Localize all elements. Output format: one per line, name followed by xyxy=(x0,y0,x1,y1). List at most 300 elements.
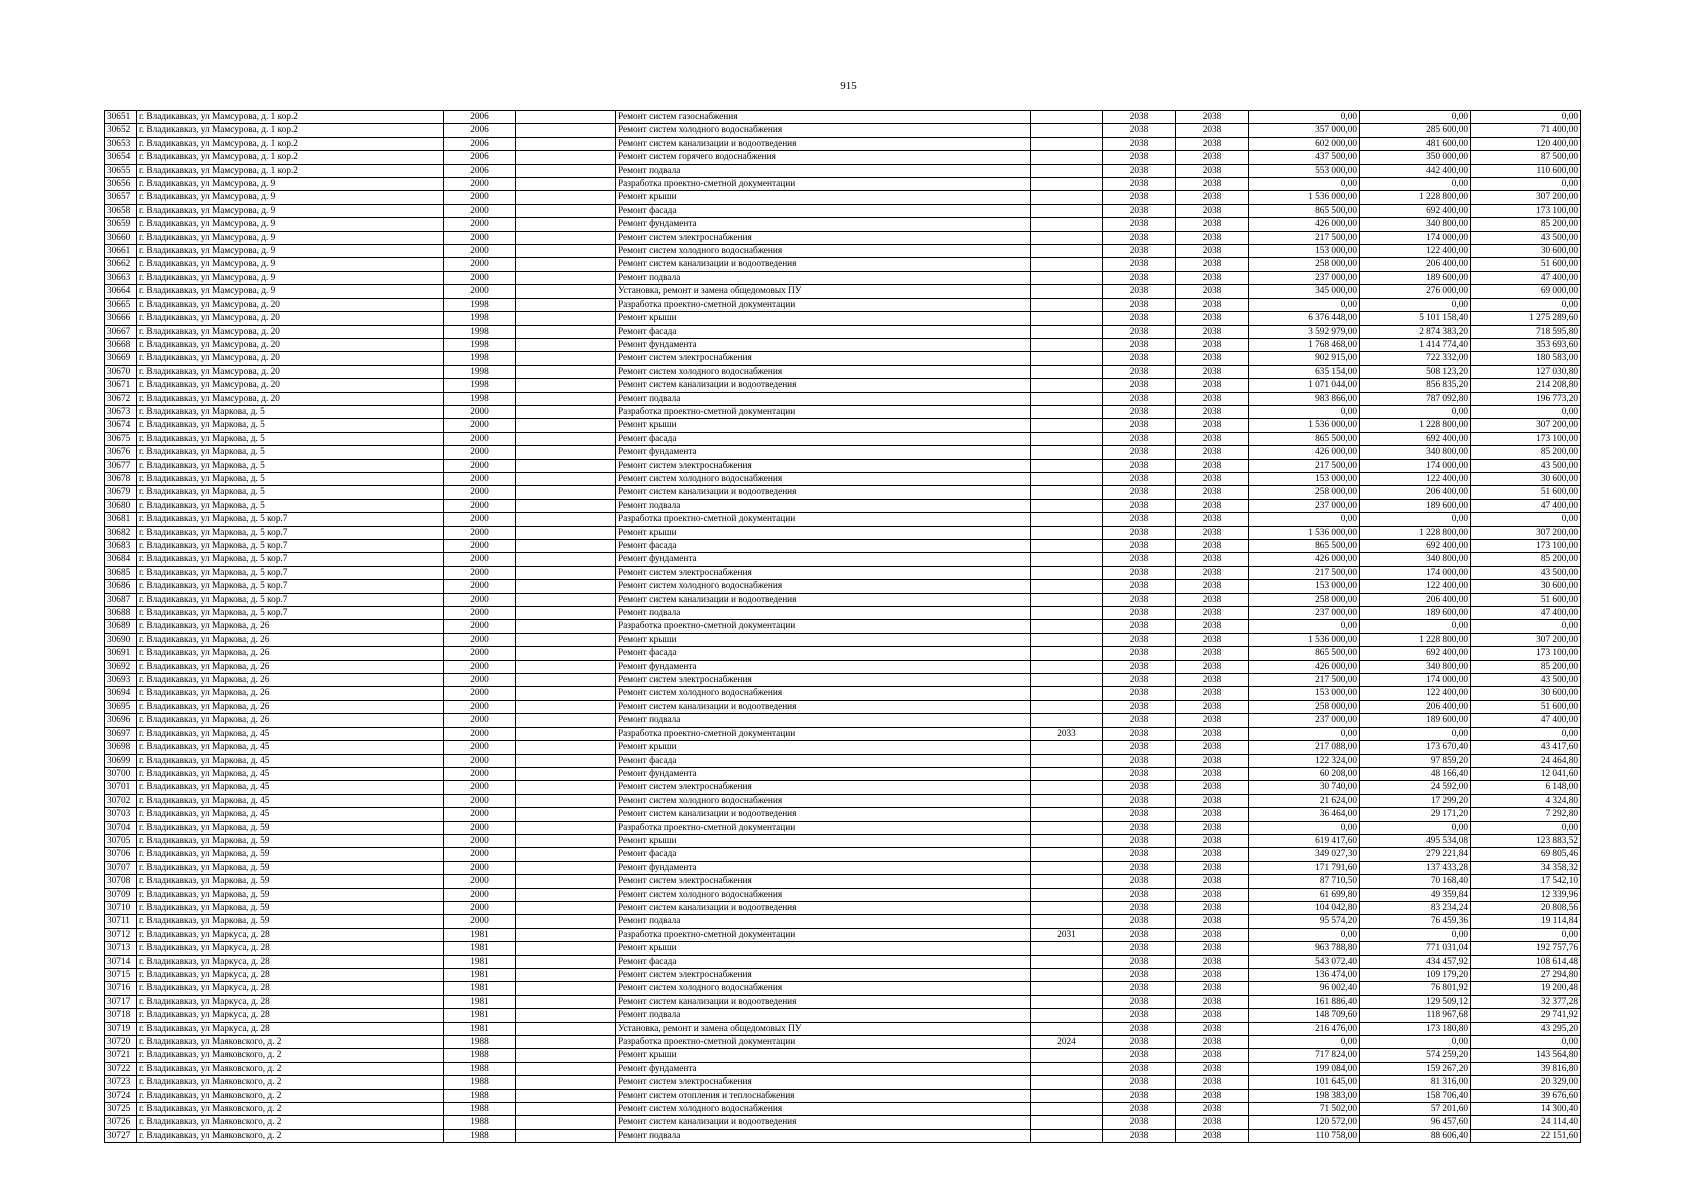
row-number-cell: 30700 xyxy=(105,767,137,780)
planned-year-cell xyxy=(1031,915,1103,928)
work-type-cell: Ремонт фундамента xyxy=(616,446,1031,459)
fund-share-cell: 722 332,00 xyxy=(1360,352,1471,365)
total-cost-cell: 553 000,00 xyxy=(1249,164,1360,177)
blank-cell xyxy=(516,151,616,164)
total-cost-cell: 87 710,50 xyxy=(1249,875,1360,888)
fund-share-cell: 174 000,00 xyxy=(1360,231,1471,244)
total-cost-cell: 635 154,00 xyxy=(1249,365,1360,378)
total-cost-cell: 865 500,00 xyxy=(1249,647,1360,660)
fund-share-cell: 76 801,92 xyxy=(1360,982,1471,995)
period-end-cell: 2038 xyxy=(1176,137,1249,150)
work-type-cell: Ремонт систем канализации и водоотведения xyxy=(616,700,1031,713)
row-number-cell: 30664 xyxy=(105,285,137,298)
row-number-cell: 30711 xyxy=(105,915,137,928)
build-year-cell: 2000 xyxy=(444,419,516,432)
total-cost-cell: 148 709,60 xyxy=(1249,1009,1360,1022)
total-cost-cell: 0,00 xyxy=(1249,1036,1360,1049)
planned-year-cell xyxy=(1031,995,1103,1008)
row-number-cell: 30656 xyxy=(105,178,137,191)
total-cost-cell: 1 536 000,00 xyxy=(1249,191,1360,204)
work-type-cell: Ремонт систем канализации и водоотведения xyxy=(616,808,1031,821)
work-type-cell: Ремонт подвала xyxy=(616,271,1031,284)
fund-share-cell: 29 171,20 xyxy=(1360,808,1471,821)
period-start-cell: 2038 xyxy=(1103,821,1176,834)
period-start-cell: 2038 xyxy=(1103,204,1176,217)
owner-share-cell: 0,00 xyxy=(1471,513,1581,526)
total-cost-cell: 619 417,60 xyxy=(1249,834,1360,847)
address-cell: г. Владикавказ, ул Мамсурова, д. 1 кор.2 xyxy=(137,124,444,137)
row-number-cell: 30689 xyxy=(105,620,137,633)
planned-year-cell xyxy=(1031,178,1103,191)
planned-year-cell xyxy=(1031,540,1103,553)
total-cost-cell: 136 474,00 xyxy=(1249,969,1360,982)
planned-year-cell xyxy=(1031,124,1103,137)
total-cost-cell: 161 886,40 xyxy=(1249,995,1360,1008)
owner-share-cell: 0,00 xyxy=(1471,298,1581,311)
work-type-cell: Ремонт систем канализации и водоотведения xyxy=(616,593,1031,606)
work-type-cell: Ремонт систем газоснабжения xyxy=(616,111,1031,124)
total-cost-cell: 3 592 979,00 xyxy=(1249,325,1360,338)
planned-year-cell xyxy=(1031,687,1103,700)
total-cost-cell: 543 072,40 xyxy=(1249,955,1360,968)
planned-year-cell xyxy=(1031,955,1103,968)
owner-share-cell: 307 200,00 xyxy=(1471,191,1581,204)
fund-share-cell: 276 000,00 xyxy=(1360,285,1471,298)
address-cell: г. Владикавказ, ул Маркова, д. 5 xyxy=(137,419,444,432)
blank-cell xyxy=(516,955,616,968)
period-start-cell: 2038 xyxy=(1103,1076,1176,1089)
table-row xyxy=(105,767,1581,780)
blank-cell xyxy=(516,1062,616,1075)
owner-share-cell: 307 200,00 xyxy=(1471,633,1581,646)
build-year-cell: 2000 xyxy=(444,204,516,217)
period-end-cell: 2038 xyxy=(1176,901,1249,914)
fund-share-cell: 122 400,00 xyxy=(1360,245,1471,258)
work-type-cell: Ремонт подвала xyxy=(616,392,1031,405)
period-end-cell: 2038 xyxy=(1176,526,1249,539)
planned-year-cell xyxy=(1031,767,1103,780)
owner-share-cell: 47 400,00 xyxy=(1471,714,1581,727)
row-number-cell: 30696 xyxy=(105,714,137,727)
total-cost-cell: 6 376 448,00 xyxy=(1249,312,1360,325)
fund-share-cell: 97 859,20 xyxy=(1360,754,1471,767)
table-row xyxy=(105,379,1581,392)
period-end-cell: 2038 xyxy=(1176,674,1249,687)
address-cell: г. Владикавказ, ул Мамсурова, д. 9 xyxy=(137,231,444,244)
period-start-cell: 2038 xyxy=(1103,969,1176,982)
blank-cell xyxy=(516,928,616,941)
period-end-cell: 2038 xyxy=(1176,834,1249,847)
work-type-cell: Ремонт систем канализации и водоотведения xyxy=(616,995,1031,1008)
period-end-cell: 2038 xyxy=(1176,593,1249,606)
total-cost-cell: 96 002,40 xyxy=(1249,982,1360,995)
blank-cell xyxy=(516,607,616,620)
planned-year-cell xyxy=(1031,245,1103,258)
blank-cell xyxy=(516,995,616,1008)
build-year-cell: 2000 xyxy=(444,245,516,258)
blank-cell xyxy=(516,580,616,593)
row-number-cell: 30721 xyxy=(105,1049,137,1062)
planned-year-cell: 2031 xyxy=(1031,928,1103,941)
blank-cell xyxy=(516,727,616,740)
period-start-cell: 2038 xyxy=(1103,352,1176,365)
period-end-cell: 2038 xyxy=(1176,1089,1249,1102)
period-start-cell: 2038 xyxy=(1103,888,1176,901)
period-end-cell: 2038 xyxy=(1176,821,1249,834)
total-cost-cell: 122 324,00 xyxy=(1249,754,1360,767)
period-end-cell: 2038 xyxy=(1176,861,1249,874)
period-end-cell: 2038 xyxy=(1176,754,1249,767)
build-year-cell: 1998 xyxy=(444,338,516,351)
period-end-cell: 2038 xyxy=(1176,164,1249,177)
total-cost-cell: 95 574,20 xyxy=(1249,915,1360,928)
period-start-cell: 2038 xyxy=(1103,178,1176,191)
address-cell: г. Владикавказ, ул Маркова, д. 5 xyxy=(137,499,444,512)
period-end-cell: 2038 xyxy=(1176,888,1249,901)
planned-year-cell xyxy=(1031,566,1103,579)
blank-cell xyxy=(516,781,616,794)
blank-cell xyxy=(516,714,616,727)
row-number-cell: 30666 xyxy=(105,312,137,325)
table-row xyxy=(105,1089,1581,1102)
owner-share-cell: 307 200,00 xyxy=(1471,419,1581,432)
owner-share-cell: 173 100,00 xyxy=(1471,647,1581,660)
row-number-cell: 30691 xyxy=(105,647,137,660)
address-cell: г. Владикавказ, ул Маяковского, д. 2 xyxy=(137,1116,444,1129)
planned-year-cell xyxy=(1031,285,1103,298)
build-year-cell: 2000 xyxy=(444,647,516,660)
table-row xyxy=(105,392,1581,405)
planned-year-cell xyxy=(1031,271,1103,284)
total-cost-cell: 237 000,00 xyxy=(1249,714,1360,727)
row-number-cell: 30673 xyxy=(105,405,137,418)
total-cost-cell: 199 084,00 xyxy=(1249,1062,1360,1075)
period-start-cell: 2038 xyxy=(1103,298,1176,311)
period-end-cell: 2038 xyxy=(1176,727,1249,740)
blank-cell xyxy=(516,1022,616,1035)
table-row xyxy=(105,499,1581,512)
fund-share-cell: 692 400,00 xyxy=(1360,647,1471,660)
planned-year-cell xyxy=(1031,1129,1103,1142)
fund-share-cell: 0,00 xyxy=(1360,111,1471,124)
table-row xyxy=(105,218,1581,231)
table-row xyxy=(105,472,1581,485)
address-cell: г. Владикавказ, ул Мамсурова, д. 20 xyxy=(137,352,444,365)
owner-share-cell: 39 676,60 xyxy=(1471,1089,1581,1102)
build-year-cell: 2000 xyxy=(444,191,516,204)
period-end-cell: 2038 xyxy=(1176,405,1249,418)
address-cell: г. Владикавказ, ул Маяковского, д. 2 xyxy=(137,1089,444,1102)
period-start-cell: 2038 xyxy=(1103,687,1176,700)
table-row xyxy=(105,888,1581,901)
table-row xyxy=(105,1129,1581,1142)
period-start-cell: 2038 xyxy=(1103,124,1176,137)
build-year-cell: 1988 xyxy=(444,1116,516,1129)
fund-share-cell: 189 600,00 xyxy=(1360,714,1471,727)
table-row xyxy=(105,111,1581,124)
work-type-cell: Ремонт систем канализации и водоотведения xyxy=(616,137,1031,150)
row-number-cell: 30690 xyxy=(105,633,137,646)
period-start-cell: 2038 xyxy=(1103,580,1176,593)
address-cell: г. Владикавказ, ул Маркуса, д. 28 xyxy=(137,995,444,1008)
period-end-cell: 2038 xyxy=(1176,767,1249,780)
owner-share-cell: 127 030,80 xyxy=(1471,365,1581,378)
address-cell: г. Владикавказ, ул Маркуса, д. 28 xyxy=(137,1022,444,1035)
work-type-cell: Разработка проектно-сметной документации xyxy=(616,405,1031,418)
row-number-cell: 30719 xyxy=(105,1022,137,1035)
table-row xyxy=(105,566,1581,579)
address-cell: г. Владикавказ, ул Мамсурова, д. 20 xyxy=(137,392,444,405)
total-cost-cell: 1 536 000,00 xyxy=(1249,526,1360,539)
work-type-cell: Ремонт систем электроснабжения xyxy=(616,781,1031,794)
owner-share-cell: 85 200,00 xyxy=(1471,553,1581,566)
period-start-cell: 2038 xyxy=(1103,1009,1176,1022)
owner-share-cell: 85 200,00 xyxy=(1471,660,1581,673)
address-cell: г. Владикавказ, ул Мамсурова, д. 20 xyxy=(137,312,444,325)
period-end-cell: 2038 xyxy=(1176,191,1249,204)
owner-share-cell: 196 773,20 xyxy=(1471,392,1581,405)
fund-share-cell: 2 874 383,20 xyxy=(1360,325,1471,338)
blank-cell xyxy=(516,834,616,847)
planned-year-cell xyxy=(1031,861,1103,874)
fund-share-cell: 0,00 xyxy=(1360,405,1471,418)
build-year-cell: 1988 xyxy=(444,1129,516,1142)
fund-share-cell: 279 221,84 xyxy=(1360,848,1471,861)
planned-year-cell xyxy=(1031,553,1103,566)
build-year-cell: 2000 xyxy=(444,472,516,485)
owner-share-cell: 51 600,00 xyxy=(1471,700,1581,713)
work-type-cell: Ремонт фасада xyxy=(616,754,1031,767)
period-end-cell: 2038 xyxy=(1176,486,1249,499)
owner-share-cell: 0,00 xyxy=(1471,821,1581,834)
planned-year-cell xyxy=(1031,419,1103,432)
period-start-cell: 2038 xyxy=(1103,1103,1176,1116)
row-number-cell: 30722 xyxy=(105,1062,137,1075)
work-type-cell: Ремонт систем отопления и теплоснабжения xyxy=(616,1089,1031,1102)
build-year-cell: 1998 xyxy=(444,365,516,378)
period-end-cell: 2038 xyxy=(1176,392,1249,405)
build-year-cell: 2000 xyxy=(444,674,516,687)
planned-year-cell xyxy=(1031,754,1103,767)
planned-year-cell xyxy=(1031,392,1103,405)
planned-year-cell xyxy=(1031,486,1103,499)
table-row xyxy=(105,580,1581,593)
table-row xyxy=(105,647,1581,660)
work-type-cell: Ремонт систем канализации и водоотведения xyxy=(616,901,1031,914)
planned-year-cell xyxy=(1031,472,1103,485)
build-year-cell: 2000 xyxy=(444,271,516,284)
address-cell: г. Владикавказ, ул Маркова, д. 26 xyxy=(137,633,444,646)
build-year-cell: 2000 xyxy=(444,499,516,512)
table-row xyxy=(105,513,1581,526)
period-end-cell: 2038 xyxy=(1176,969,1249,982)
owner-share-cell: 19 200,48 xyxy=(1471,982,1581,995)
owner-share-cell: 718 595,80 xyxy=(1471,325,1581,338)
table-body xyxy=(105,111,1581,1143)
period-end-cell: 2038 xyxy=(1176,1009,1249,1022)
work-type-cell: Ремонт подвала xyxy=(616,164,1031,177)
work-type-cell: Ремонт систем электроснабжения xyxy=(616,459,1031,472)
blank-cell xyxy=(516,700,616,713)
owner-share-cell: 0,00 xyxy=(1471,727,1581,740)
fund-share-cell: 122 400,00 xyxy=(1360,687,1471,700)
row-number-cell: 30718 xyxy=(105,1009,137,1022)
owner-share-cell: 0,00 xyxy=(1471,928,1581,941)
owner-share-cell: 30 600,00 xyxy=(1471,472,1581,485)
fund-share-cell: 173 670,40 xyxy=(1360,741,1471,754)
fund-share-cell: 17 299,20 xyxy=(1360,794,1471,807)
work-type-cell: Ремонт систем холодного водоснабжения xyxy=(616,245,1031,258)
period-start-cell: 2038 xyxy=(1103,767,1176,780)
address-cell: г. Владикавказ, ул Маркуса, д. 28 xyxy=(137,928,444,941)
owner-share-cell: 123 883,52 xyxy=(1471,834,1581,847)
address-cell: г. Владикавказ, ул Маркова, д. 45 xyxy=(137,741,444,754)
owner-share-cell: 85 200,00 xyxy=(1471,218,1581,231)
fund-share-cell: 122 400,00 xyxy=(1360,472,1471,485)
table-row xyxy=(105,1103,1581,1116)
period-end-cell: 2038 xyxy=(1176,1062,1249,1075)
row-number-cell: 30714 xyxy=(105,955,137,968)
fund-share-cell: 137 433,28 xyxy=(1360,861,1471,874)
planned-year-cell xyxy=(1031,325,1103,338)
planned-year-cell xyxy=(1031,258,1103,271)
row-number-cell: 30703 xyxy=(105,808,137,821)
total-cost-cell: 258 000,00 xyxy=(1249,700,1360,713)
fund-share-cell: 1 414 774,40 xyxy=(1360,338,1471,351)
address-cell: г. Владикавказ, ул Мамсурова, д. 20 xyxy=(137,365,444,378)
total-cost-cell: 983 866,00 xyxy=(1249,392,1360,405)
blank-cell xyxy=(516,1116,616,1129)
owner-share-cell: 0,00 xyxy=(1471,111,1581,124)
table-row xyxy=(105,164,1581,177)
row-number-cell: 30720 xyxy=(105,1036,137,1049)
fund-share-cell: 1 228 800,00 xyxy=(1360,526,1471,539)
fund-share-cell: 189 600,00 xyxy=(1360,499,1471,512)
fund-share-cell: 856 835,20 xyxy=(1360,379,1471,392)
period-start-cell: 2038 xyxy=(1103,419,1176,432)
planned-year-cell xyxy=(1031,714,1103,727)
period-start-cell: 2038 xyxy=(1103,405,1176,418)
build-year-cell: 1981 xyxy=(444,969,516,982)
table-row xyxy=(105,419,1581,432)
row-number-cell: 30665 xyxy=(105,298,137,311)
address-cell: г. Владикавказ, ул Маркова, д. 26 xyxy=(137,674,444,687)
planned-year-cell xyxy=(1031,620,1103,633)
table-row xyxy=(105,714,1581,727)
owner-share-cell: 43 295,20 xyxy=(1471,1022,1581,1035)
owner-share-cell: 43 500,00 xyxy=(1471,674,1581,687)
period-end-cell: 2038 xyxy=(1176,231,1249,244)
work-type-cell: Ремонт подвала xyxy=(616,1009,1031,1022)
period-end-cell: 2038 xyxy=(1176,794,1249,807)
work-type-cell: Ремонт фасада xyxy=(616,955,1031,968)
period-start-cell: 2038 xyxy=(1103,164,1176,177)
build-year-cell: 2000 xyxy=(444,285,516,298)
blank-cell xyxy=(516,325,616,338)
owner-share-cell: 43 500,00 xyxy=(1471,459,1581,472)
work-type-cell: Ремонт крыши xyxy=(616,419,1031,432)
fund-share-cell: 189 600,00 xyxy=(1360,607,1471,620)
build-year-cell: 2000 xyxy=(444,405,516,418)
blank-cell xyxy=(516,352,616,365)
fund-share-cell: 574 259,20 xyxy=(1360,1049,1471,1062)
fund-share-cell: 48 166,40 xyxy=(1360,767,1471,780)
total-cost-cell: 258 000,00 xyxy=(1249,258,1360,271)
planned-year-cell xyxy=(1031,111,1103,124)
total-cost-cell: 104 042,80 xyxy=(1249,901,1360,914)
address-cell: г. Владикавказ, ул Маркова, д. 59 xyxy=(137,821,444,834)
period-start-cell: 2038 xyxy=(1103,1089,1176,1102)
blank-cell xyxy=(516,124,616,137)
work-type-cell: Ремонт систем канализации и водоотведения xyxy=(616,379,1031,392)
table-row xyxy=(105,338,1581,351)
address-cell: г. Владикавказ, ул Маркуса, д. 28 xyxy=(137,982,444,995)
address-cell: г. Владикавказ, ул Маркова, д. 45 xyxy=(137,727,444,740)
address-cell: г. Владикавказ, ул Маркуса, д. 28 xyxy=(137,942,444,955)
planned-year-cell xyxy=(1031,151,1103,164)
work-type-cell: Ремонт подвала xyxy=(616,714,1031,727)
address-cell: г. Владикавказ, ул Маркова, д. 26 xyxy=(137,687,444,700)
work-type-cell: Ремонт систем электроснабжения xyxy=(616,875,1031,888)
build-year-cell: 1988 xyxy=(444,1062,516,1075)
owner-share-cell: 19 114,84 xyxy=(1471,915,1581,928)
address-cell: г. Владикавказ, ул Маркова, д. 59 xyxy=(137,901,444,914)
work-type-cell: Ремонт систем холодного водоснабжения xyxy=(616,687,1031,700)
period-start-cell: 2038 xyxy=(1103,1116,1176,1129)
table-row xyxy=(105,245,1581,258)
blank-cell xyxy=(516,285,616,298)
table-row xyxy=(105,808,1581,821)
build-year-cell: 2000 xyxy=(444,593,516,606)
fund-share-cell: 340 800,00 xyxy=(1360,553,1471,566)
address-cell: г. Владикавказ, ул Маркова, д. 59 xyxy=(137,834,444,847)
address-cell: г. Владикавказ, ул Маркова, д. 45 xyxy=(137,808,444,821)
total-cost-cell: 258 000,00 xyxy=(1249,593,1360,606)
address-cell: г. Владикавказ, ул Мамсурова, д. 9 xyxy=(137,245,444,258)
fund-share-cell: 189 600,00 xyxy=(1360,271,1471,284)
build-year-cell: 2006 xyxy=(444,137,516,150)
build-year-cell: 2006 xyxy=(444,124,516,137)
period-start-cell: 2038 xyxy=(1103,379,1176,392)
table-row xyxy=(105,955,1581,968)
period-end-cell: 2038 xyxy=(1176,513,1249,526)
period-start-cell: 2038 xyxy=(1103,446,1176,459)
fund-share-cell: 76 459,36 xyxy=(1360,915,1471,928)
row-number-cell: 30705 xyxy=(105,834,137,847)
period-start-cell: 2038 xyxy=(1103,982,1176,995)
period-start-cell: 2038 xyxy=(1103,660,1176,673)
fund-share-cell: 81 316,00 xyxy=(1360,1076,1471,1089)
period-start-cell: 2038 xyxy=(1103,875,1176,888)
table-row xyxy=(105,1036,1581,1049)
row-number-cell: 30653 xyxy=(105,137,137,150)
blank-cell xyxy=(516,526,616,539)
work-type-cell: Ремонт подвала xyxy=(616,499,1031,512)
owner-share-cell: 192 757,76 xyxy=(1471,942,1581,955)
period-start-cell: 2038 xyxy=(1103,593,1176,606)
period-end-cell: 2038 xyxy=(1176,633,1249,646)
total-cost-cell: 0,00 xyxy=(1249,513,1360,526)
row-number-cell: 30692 xyxy=(105,660,137,673)
planned-year-cell xyxy=(1031,901,1103,914)
period-start-cell: 2038 xyxy=(1103,338,1176,351)
total-cost-cell: 0,00 xyxy=(1249,405,1360,418)
period-end-cell: 2038 xyxy=(1176,1103,1249,1116)
blank-cell xyxy=(516,459,616,472)
period-end-cell: 2038 xyxy=(1176,285,1249,298)
build-year-cell: 1981 xyxy=(444,955,516,968)
work-type-cell: Ремонт систем холодного водоснабжения xyxy=(616,982,1031,995)
